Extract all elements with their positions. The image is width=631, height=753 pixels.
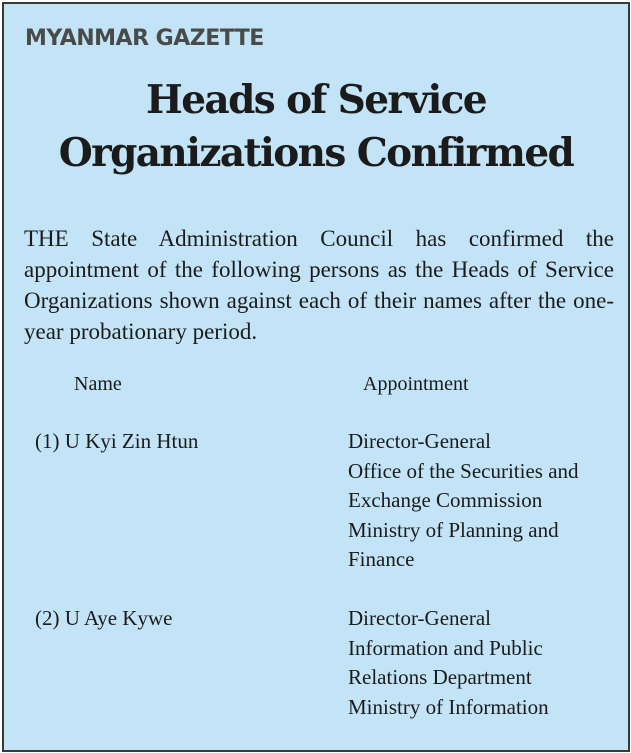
headline-line-2: Organizations Confirmed: [58, 130, 574, 176]
headline: [4, 74, 628, 180]
article-panel: [2, 2, 630, 752]
appointment-line: Exchange Commission: [348, 488, 543, 512]
column-header-name: Name: [74, 373, 122, 395]
appointment-line: Director-General: [348, 429, 491, 453]
appointment-line: Relations Department: [348, 665, 532, 689]
entry-2-name: (2) U Aye Kywe: [35, 606, 173, 630]
appointment-line: Ministry of Planning and: [348, 517, 559, 542]
masthead: MYANMAR GAZETTE: [25, 26, 264, 51]
column-header-appointment: Appointment: [363, 373, 469, 395]
headline-line-1: Heads of Service: [145, 77, 487, 123]
entry-1-name: (1) U Kyi Zin Htun: [35, 429, 199, 453]
appointment-line: Ministry of Information: [348, 694, 549, 719]
lead-paragraph: THE State Administration Council has confirmed the appointment of the following persons as the Heads of Service Organizations shown against each of their names after the one-year probationary period.: [24, 226, 614, 344]
entry-1-appointment: [348, 427, 610, 575]
appointment-line: Office of the Securities and: [348, 458, 579, 483]
appointment-line: Finance: [348, 547, 415, 571]
appointment-line: Director-General: [348, 606, 491, 630]
appointment-line: Information and Public: [348, 635, 543, 660]
entry-2-appointment: [348, 604, 610, 722]
